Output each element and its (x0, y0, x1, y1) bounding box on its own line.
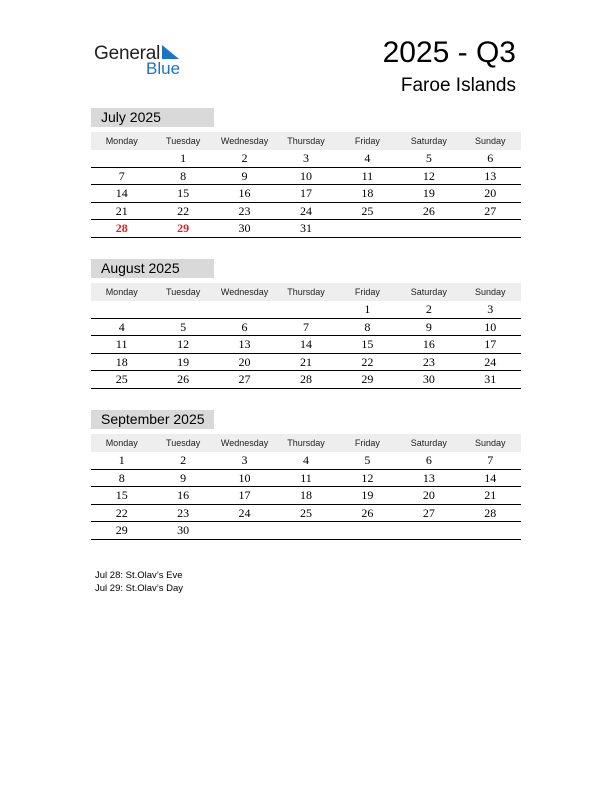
day-cell (275, 301, 336, 318)
day-cell: 5 (364, 453, 371, 467)
weekday-label: Friday (354, 438, 380, 448)
day-cell: 16 (422, 337, 435, 351)
weekday-label: Tuesday (166, 287, 201, 297)
weekday-label: Monday (105, 438, 138, 448)
page-title: 2025 - Q3 (382, 36, 516, 69)
day-cell: 29 (177, 221, 190, 235)
day-cell: 28 (299, 372, 312, 386)
day-cell: 14 (299, 337, 312, 351)
day-cell: 3 (302, 151, 309, 165)
day-cell: 1 (118, 453, 125, 467)
day-cell (398, 220, 459, 237)
month-name: August 2025 (91, 259, 214, 278)
day-cell: 17 (238, 488, 251, 502)
day-cell: 11 (115, 337, 128, 351)
day-cell (91, 150, 152, 167)
weekday-label: Saturday (410, 287, 447, 297)
month-calendar-august (91, 259, 521, 389)
day-cell: 8 (118, 470, 125, 485)
day-cell: 2 (425, 302, 432, 316)
weekday-label: Saturday (410, 438, 447, 448)
day-cell: 27 (238, 372, 251, 386)
week-row (91, 371, 521, 389)
day-cell: 12 (177, 337, 190, 351)
day-cell: 21 (299, 354, 312, 369)
day-cell: 12 (422, 168, 435, 183)
weekday-label: Monday (105, 287, 138, 297)
day-cell: 1 (180, 151, 187, 165)
weekday-label: Thursday (287, 136, 325, 146)
day-cell: 26 (422, 203, 435, 218)
day-cell: 28 (115, 221, 128, 235)
week-row (91, 487, 521, 505)
day-cell: 29 (115, 523, 128, 537)
day-cell: 31 (299, 221, 312, 235)
weekday-header (91, 132, 521, 150)
day-cell: 12 (361, 470, 374, 485)
week-row (91, 185, 521, 203)
month-calendar-july (91, 108, 521, 238)
day-cell (214, 301, 275, 318)
weekday-label: Wednesday (220, 438, 269, 448)
day-cell: 18 (299, 488, 312, 502)
day-cell: 19 (177, 354, 190, 369)
day-cell: 19 (422, 186, 435, 200)
day-cell: 14 (484, 470, 497, 485)
weekday-label: Thursday (287, 438, 325, 448)
day-cell: 25 (361, 203, 374, 218)
day-cell: 10 (484, 319, 497, 334)
day-cell: 9 (425, 319, 432, 334)
weekday-label: Sunday (474, 136, 506, 146)
day-cell (91, 301, 152, 318)
logo (94, 40, 194, 80)
day-cell: 13 (238, 337, 251, 351)
day-cell: 18 (115, 354, 128, 369)
weekday-label: Tuesday (166, 136, 201, 146)
logo-text-blue: Blue (146, 59, 181, 78)
week-row (91, 301, 521, 319)
holiday-note: Jul 28: St.Olav’s Eve (95, 570, 183, 581)
day-cell: 30 (177, 523, 190, 537)
day-cell: 4 (364, 151, 371, 165)
day-cell: 31 (484, 372, 497, 386)
day-cell (337, 522, 398, 539)
day-cell: 22 (177, 203, 190, 218)
day-cell: 4 (302, 453, 309, 467)
logo-text-general: General (94, 43, 161, 64)
day-cell: 9 (180, 470, 187, 485)
day-cell: 1 (364, 302, 371, 316)
day-cell: 26 (361, 505, 374, 520)
day-cell: 25 (299, 505, 312, 520)
day-cell: 24 (299, 203, 312, 218)
day-cell (152, 301, 213, 318)
week-row (91, 203, 521, 221)
day-cell: 20 (484, 186, 497, 200)
month-name: September 2025 (91, 410, 214, 429)
day-cell: 13 (422, 470, 435, 485)
day-cell: 6 (241, 319, 248, 334)
week-row (91, 336, 521, 354)
weekday-label: Friday (354, 287, 380, 297)
day-cell: 24 (238, 505, 251, 520)
day-cell: 30 (238, 221, 251, 235)
day-cell (337, 220, 398, 237)
month-name: July 2025 (91, 108, 214, 127)
day-cell: 15 (361, 337, 374, 351)
day-cell: 17 (299, 186, 312, 200)
weekday-header (91, 283, 521, 301)
day-cell: 22 (361, 354, 374, 369)
day-cell: 25 (115, 372, 128, 386)
day-cell: 13 (484, 168, 497, 183)
holiday-note: Jul 29: St.Olav’s Day (95, 583, 184, 594)
day-cell: 3 (487, 302, 494, 316)
weekday-label: Sunday (474, 287, 506, 297)
day-cell: 19 (361, 488, 374, 502)
weekday-label: Wednesday (220, 136, 269, 146)
day-cell: 23 (238, 203, 251, 218)
week-row (91, 470, 521, 488)
weekday-label: Saturday (410, 136, 447, 146)
day-cell: 2 (241, 151, 248, 165)
day-cell: 10 (299, 168, 312, 183)
day-cell: 4 (118, 319, 125, 334)
day-cell: 18 (361, 186, 374, 200)
week-row (91, 220, 521, 238)
holiday-notes (95, 569, 183, 595)
day-cell: 20 (238, 354, 251, 369)
day-cell: 14 (115, 186, 128, 200)
day-cell: 8 (180, 168, 187, 183)
day-cell: 6 (487, 151, 494, 165)
weekday-header (91, 434, 521, 452)
day-cell (398, 522, 459, 539)
day-cell: 16 (238, 186, 251, 200)
day-cell: 21 (115, 203, 128, 218)
day-cell: 15 (115, 488, 128, 502)
country-name: Faroe Islands (400, 75, 516, 96)
day-cell: 15 (177, 186, 190, 200)
weekday-label: Friday (354, 136, 380, 146)
week-row (91, 319, 521, 337)
weekday-label: Tuesday (166, 438, 201, 448)
day-cell: 26 (177, 372, 190, 386)
day-cell: 27 (422, 505, 435, 520)
week-row (91, 150, 521, 168)
day-cell: 11 (361, 168, 374, 183)
day-cell: 7 (487, 453, 494, 467)
day-cell: 16 (177, 488, 190, 502)
day-cell: 27 (484, 203, 497, 218)
week-row (91, 168, 521, 186)
weekday-label: Wednesday (220, 287, 269, 297)
day-cell: 11 (300, 470, 312, 485)
day-cell (460, 522, 521, 539)
weekday-label: Thursday (287, 287, 325, 297)
day-cell: 23 (422, 354, 435, 369)
day-cell: 17 (484, 337, 497, 351)
day-cell (460, 220, 521, 237)
day-cell: 21 (484, 488, 497, 502)
day-cell: 29 (361, 372, 374, 386)
day-cell: 5 (425, 151, 432, 165)
month-calendar-september (91, 410, 521, 540)
weekday-label: Monday (105, 136, 138, 146)
day-cell (214, 522, 275, 539)
day-cell: 22 (115, 505, 128, 520)
week-row (91, 354, 521, 372)
day-cell: 28 (484, 505, 497, 520)
day-cell: 8 (364, 319, 371, 334)
week-row (91, 505, 521, 523)
day-cell: 5 (180, 319, 187, 334)
day-cell (275, 522, 336, 539)
week-row (91, 452, 521, 470)
day-cell: 30 (422, 372, 435, 386)
day-cell: 2 (180, 453, 187, 467)
day-cell: 9 (241, 168, 248, 183)
week-row (91, 522, 521, 540)
day-cell: 7 (118, 168, 125, 183)
day-cell: 24 (484, 354, 497, 369)
day-cell: 3 (241, 453, 248, 467)
weekday-label: Sunday (474, 438, 506, 448)
day-cell: 6 (425, 453, 432, 467)
day-cell: 7 (302, 319, 309, 334)
logo-triangle-icon (162, 44, 180, 60)
day-cell: 20 (422, 488, 435, 502)
day-cell: 10 (238, 470, 251, 485)
day-cell: 23 (177, 505, 190, 520)
